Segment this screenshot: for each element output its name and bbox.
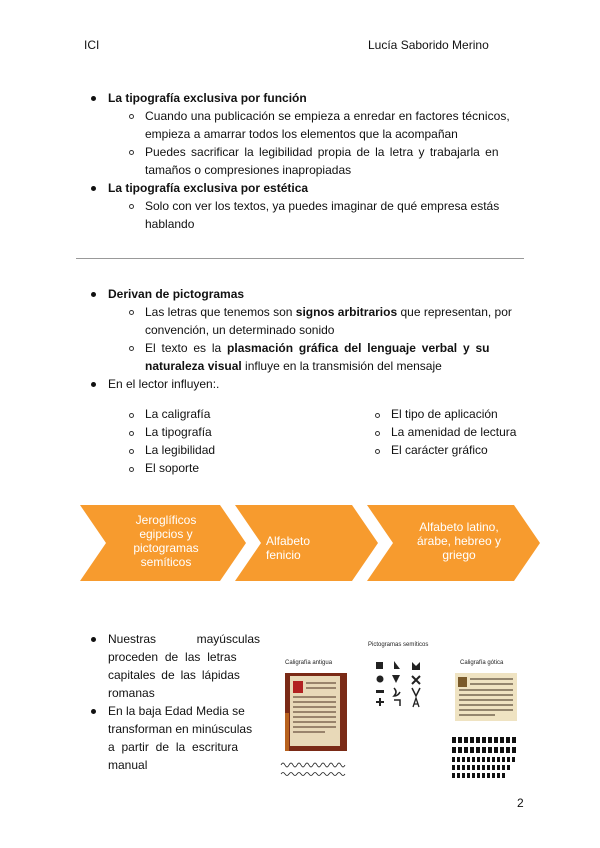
bold-term: signos arbitrarios <box>295 305 398 319</box>
label-line: fenicio <box>266 548 301 562</box>
label-line: Alfabeto <box>266 534 311 548</box>
text-fragment: mayúsculas <box>196 632 260 646</box>
bullet <box>91 637 96 642</box>
text-line: empieza a amarrar todos los elementos que la acompañan <box>145 127 458 141</box>
sub-bullet <box>375 449 380 454</box>
bullet <box>91 186 96 191</box>
step-2-label <box>266 534 310 562</box>
label-line: egipcios y <box>139 527 193 541</box>
bullet-title: La tipografía exclusiva por función <box>108 91 307 105</box>
list-item: La caligrafía <box>145 407 211 421</box>
bullet <box>91 709 96 714</box>
text-line: manual <box>108 758 148 772</box>
list-item: La tipografía <box>145 425 212 439</box>
bullet <box>91 96 96 101</box>
sub-bullet <box>129 431 134 436</box>
gothic-manuscript-image <box>455 673 517 721</box>
step-3-label <box>404 520 514 562</box>
step-1-label <box>116 513 216 569</box>
bullet-title: En el lector influyen:. <box>108 377 220 391</box>
text-fragment: que representan, por <box>397 305 512 319</box>
text-line: hablando <box>145 217 195 231</box>
text-line: proceden de las letras <box>108 650 237 664</box>
sub-bullet <box>129 413 134 418</box>
text-line: transforman en minúsculas <box>108 722 253 736</box>
image-caption: Caligrafía antigua <box>285 660 333 666</box>
text-line: Solo con ver los textos, ya puedes imaginar de qué empresa estás <box>145 199 500 213</box>
sub-bullet <box>129 310 134 315</box>
bullet <box>91 292 96 297</box>
manuscript-image <box>285 673 347 751</box>
bullet <box>91 382 96 387</box>
text-line <box>145 303 512 321</box>
text-line: En la baja Edad Media se <box>108 704 245 718</box>
text-fragment: Nuestras <box>108 632 157 646</box>
sub-bullet <box>375 431 380 436</box>
text-line: tamaños o compresiones inapropiadas <box>145 163 352 177</box>
sub-bullet <box>129 346 134 351</box>
text-line <box>108 630 260 648</box>
image-caption: Caligrafía gótica <box>460 660 504 666</box>
list-item: La legibilidad <box>145 443 216 457</box>
sub-bullet <box>375 413 380 418</box>
bullet-title: La tipografía exclusiva por estética <box>108 181 309 195</box>
label-line: semíticos <box>140 555 192 569</box>
text-line: a partir de la escritura <box>108 740 239 754</box>
label-line: griego <box>442 548 476 562</box>
image-caption: Pictogramas semíticos <box>368 642 429 648</box>
text-line: Puedes sacrificar la legibilidad propia de la letra y trabajarla en <box>145 145 499 159</box>
list-item: La amenidad de lectura <box>391 425 517 439</box>
label-line: Jeroglíficos <box>135 513 197 527</box>
page-number: 2 <box>517 796 524 810</box>
sub-bullet <box>129 467 134 472</box>
text-line: Cuando una publicación se empieza a enredar en factores técnicos, <box>145 109 510 123</box>
label-line: árabe, hebreo y <box>416 534 502 548</box>
sub-bullet <box>129 150 134 155</box>
header-left: ICI <box>84 38 100 52</box>
gothic-alphabet-sample <box>450 735 522 781</box>
sub-bullet <box>129 114 134 119</box>
script-sample <box>279 759 349 779</box>
label-line: pictogramas <box>133 541 199 555</box>
text-fragment: influye en la transmisión del mensaje <box>241 359 442 373</box>
text-line: capitales de las lápidas <box>108 668 240 682</box>
pictograms-image <box>372 658 434 710</box>
bullet-title: Derivan de pictogramas <box>108 287 245 301</box>
list-item: El tipo de aplicación <box>391 407 498 421</box>
text-line: romanas <box>108 686 155 700</box>
list-item: El soporte <box>145 461 200 475</box>
sub-bullet <box>129 449 134 454</box>
bold-term: naturaleza visual <box>145 359 242 373</box>
text-fragment: Las letras que tenemos son <box>145 305 296 319</box>
text-line <box>145 339 489 357</box>
section-divider <box>76 258 524 259</box>
bold-term: plasmación gráfica del lenguaje verbal y su <box>227 341 490 355</box>
header-right: Lucía Saborido Merino <box>368 38 489 52</box>
text-fragment: El texto es la <box>145 341 228 355</box>
sub-bullet <box>129 204 134 209</box>
text-line <box>145 357 442 375</box>
label-line: Alfabeto latino, <box>419 520 499 534</box>
list-item: El carácter gráfico <box>391 443 488 457</box>
text-line: convención, un determinado sonido <box>145 323 335 337</box>
